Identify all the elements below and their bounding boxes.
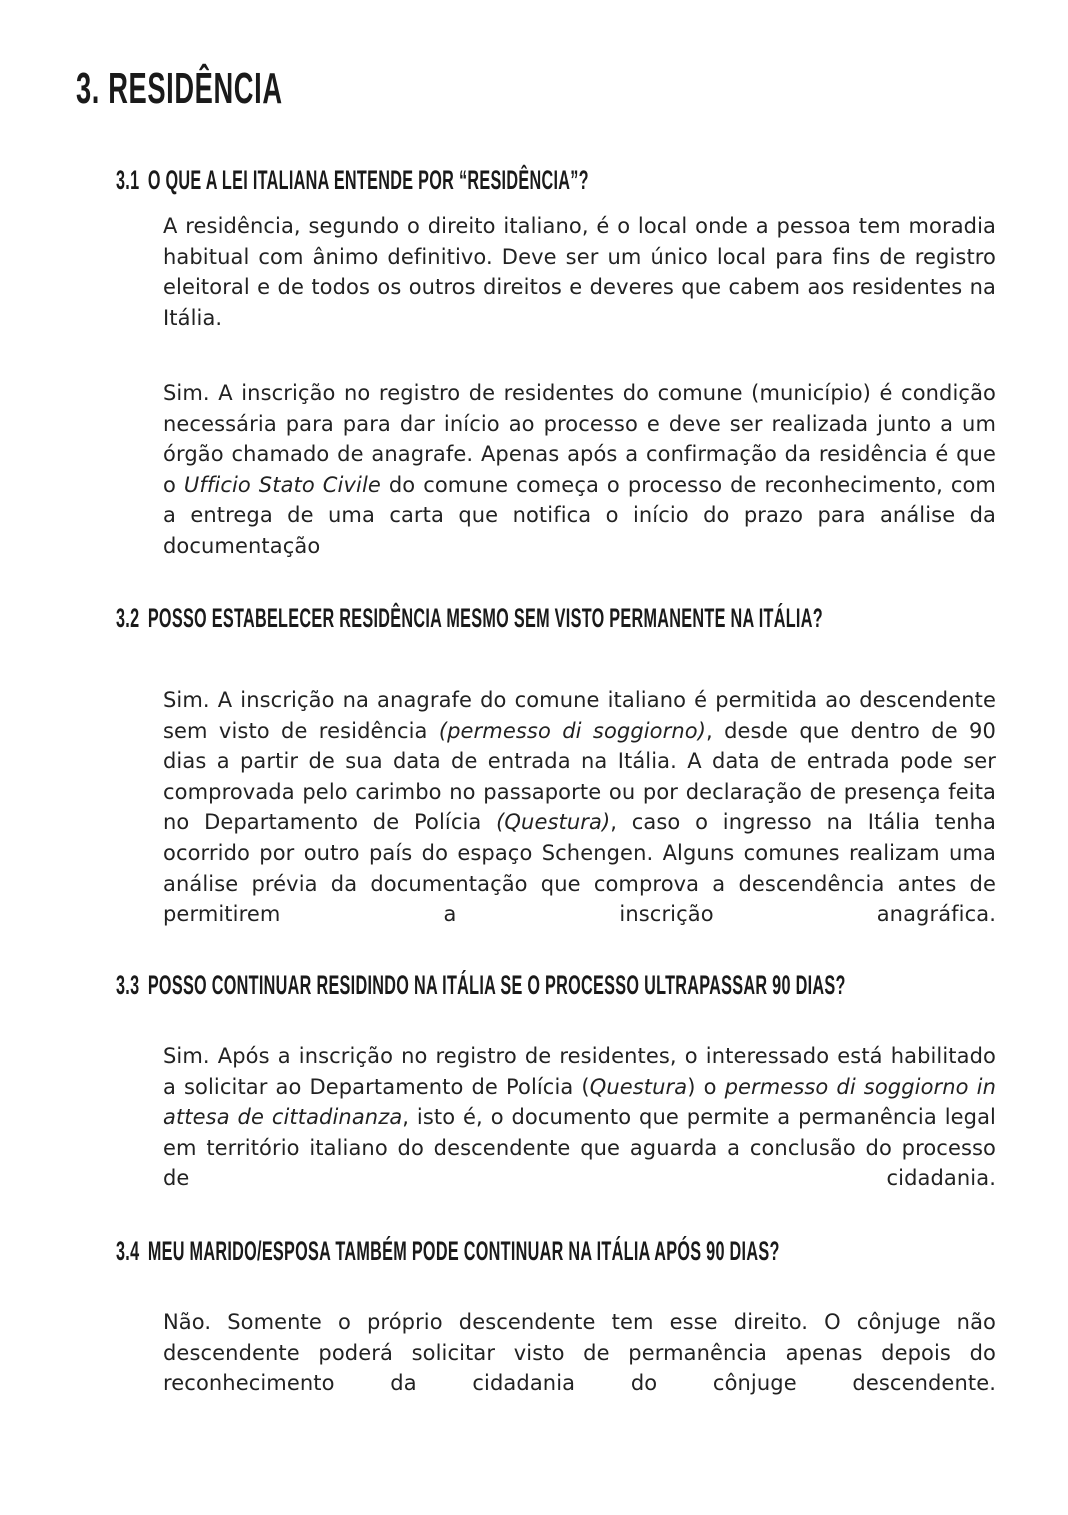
italic-term: permesso di soggiorno in attesa de cittadinanza — [163, 1074, 996, 1130]
paragraph-text: Não. Somente o próprio descendente tem esse direito. O cônjuge não descendente poderá solicitar visto de permanência apenas depois do reconhecimento da cidadania do cônjuge descendente. — [163, 1310, 996, 1396]
section-title: POSSO ESTABELECER RESIDÊNCIA MESMO SEM VISTO PERMANENTE NA ITÁLIA? — [147, 603, 823, 633]
section-heading-3-2 — [116, 603, 823, 634]
section-heading-3-1 — [116, 165, 589, 196]
paragraph-text: Sim. Após a inscrição no registro de residentes, o interessado está habilitado a solicitar ao Departamento de Polícia ( — [163, 1044, 996, 1099]
italic-term: Questura — [589, 1074, 688, 1099]
section-title: MEU MARIDO/ESPOSA TAMBÉM PODE CONTINUAR NA ITÁLIA APÓS 90 DIAS? — [147, 1236, 780, 1266]
italic-term: (Questura) — [496, 810, 611, 835]
section-number: 3.1 — [116, 165, 140, 195]
paragraph-text: Sim. A inscrição no registro de residentes do comune (município) é condição necessária para para dar início ao processo e deve ser realizada junto a um órgão chamado de anagrafe. Apenas após a confirmação da residência é que o — [163, 381, 996, 497]
paragraph-text: A residência, segundo o direito italiano, é o local onde a pessoa tem moradia habitual com ânimo definitivo. Deve ser um único local para fins de registro eleitoral e de todos os outros direitos e deveres que cabem aos residentes na Itália. — [163, 214, 996, 330]
paragraph — [163, 1041, 996, 1194]
paragraph — [163, 1307, 996, 1399]
paragraph — [163, 211, 996, 333]
section-title: POSSO CONTINUAR RESIDINDO NA ITÁLIA SE O PROCESSO ULTRAPASSAR 90 DIAS? — [147, 970, 846, 1000]
paragraph — [163, 378, 996, 562]
paragraph — [163, 685, 996, 930]
section-heading-3-4 — [116, 1236, 780, 1267]
paragraph-text: ) o — [687, 1074, 725, 1099]
paragraph-text: , isto é, o documento que permite a permanência legal em território italiano do descendente que aguarda a conclusão do processo de cidadania. — [163, 1105, 996, 1191]
section-title: O QUE A LEI ITALIANA ENTENDE POR “RESIDÊNCIA”? — [147, 165, 589, 195]
section-number: 3.3 — [116, 970, 140, 1000]
section-heading-3-3 — [116, 970, 846, 1001]
paragraph-text: do comune começa o processo de reconhecimento, com a entrega de uma carta que notifica o início do prazo para análise da documentação — [163, 472, 996, 558]
paragraph-text: , desde que dentro de 90 dias a partir de sua data de entrada na Itália. A data de entrada pode ser comprovada pelo carimbo no passaporte ou por declaração de presença feita no Departamento de Polícia — [163, 718, 996, 835]
italic-term: (permesso di soggiorno) — [438, 718, 707, 743]
chapter-title: 3. RESIDÊNCIA — [76, 64, 283, 113]
italic-term: Ufficio Stato Civile — [183, 472, 381, 497]
section-number: 3.2 — [116, 603, 140, 633]
paragraph-text: , caso o ingresso na Itália tenha ocorrido por outro país do espaço Schengen. Alguns comunes realizam uma análise prévia da documentação que comprova a descendência antes de permitirem a inscrição anagráfica. — [163, 810, 996, 927]
section-number: 3.4 — [116, 1236, 140, 1266]
paragraph-text: Sim. A inscrição na anagrafe do comune italiano é permitida ao descendente sem visto de residência — [163, 688, 996, 743]
